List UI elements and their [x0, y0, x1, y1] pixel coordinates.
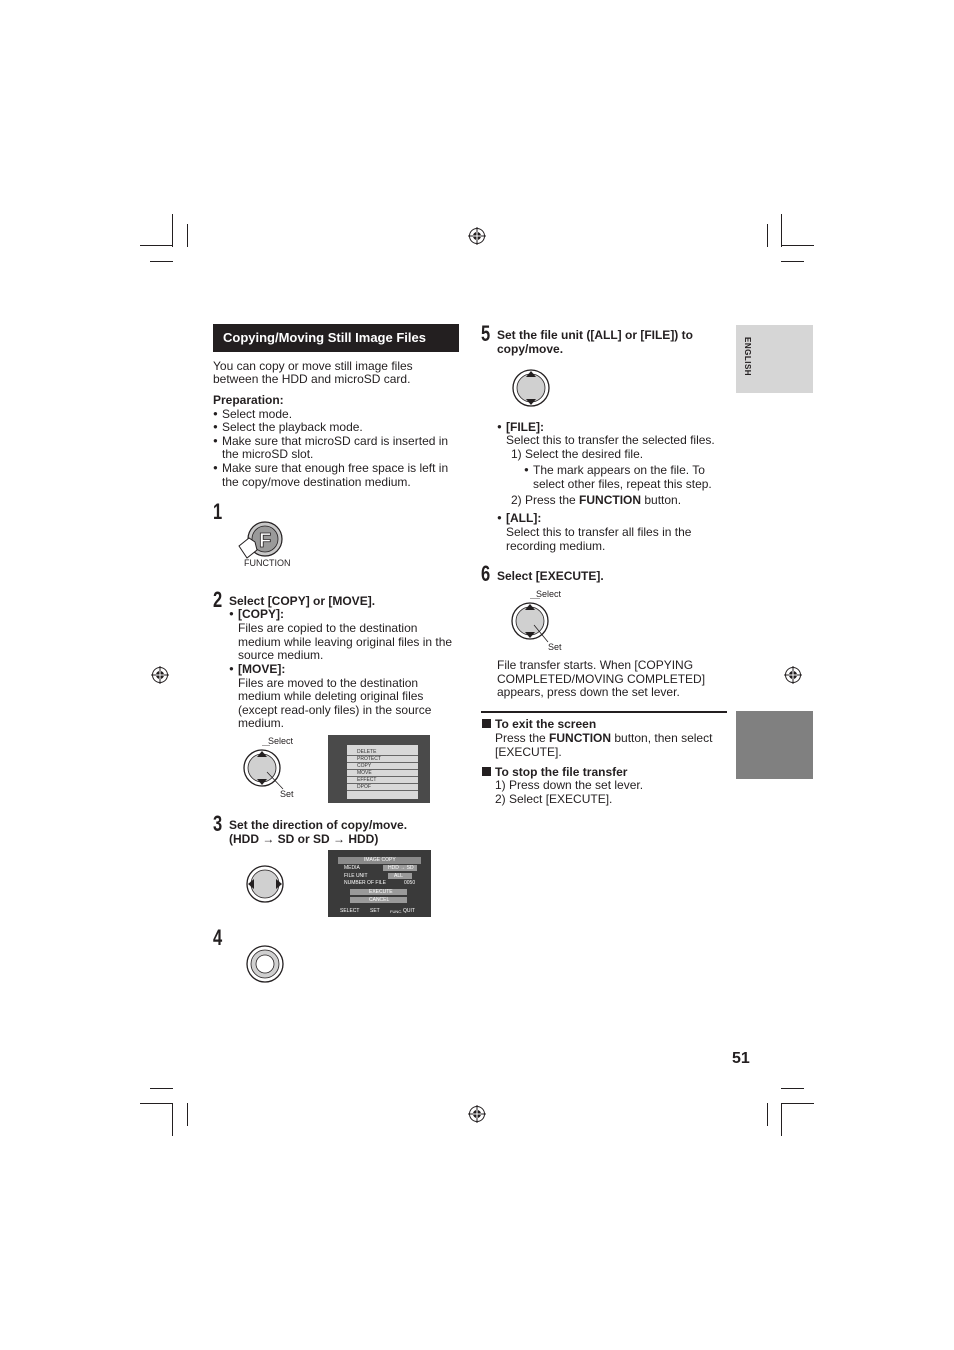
side-tab-chapter: [736, 711, 813, 779]
function-label: FUNCTION: [244, 558, 291, 568]
function-bold: FUNCTION: [549, 731, 612, 745]
notes-divider: [481, 711, 727, 713]
step-number: 3: [213, 811, 223, 836]
set-lever-press-icon: [245, 944, 285, 984]
set-lever-icon: [510, 598, 570, 648]
menu-item: MOVE: [347, 770, 418, 777]
option-label: ● [MOVE]:: [238, 662, 285, 676]
crop-mark: [187, 1103, 188, 1126]
crop-mark: [172, 214, 173, 247]
set-label: Set: [548, 642, 562, 652]
preparation-item-cont: the microSD slot.: [222, 447, 314, 461]
intro-line: between the HDD and microSD card.: [213, 372, 411, 386]
crop-mark: [150, 1088, 173, 1089]
footer-set: SET: [370, 908, 380, 914]
menu-item: DPOF: [347, 784, 418, 791]
menu-item: DELETE: [347, 749, 418, 756]
registration-mark-icon: [468, 1105, 486, 1123]
side-tab-label: ENGLISH: [743, 337, 752, 377]
crop-mark: [767, 1103, 768, 1126]
execute-option: EXECUTE: [369, 889, 393, 895]
text-fragment: 2) Press the: [511, 493, 580, 507]
crop-mark: [140, 1103, 173, 1104]
option-label: ● [ALL]:: [506, 511, 541, 525]
registration-mark-icon: [468, 227, 486, 245]
option-text: (except read-only files) in the source: [238, 703, 432, 717]
option-text: Select this to transfer the selected files.: [506, 433, 715, 447]
preparation-item: ● Make sure that enough free space is left in: [222, 461, 448, 475]
menu-screen: [328, 735, 430, 803]
media-label: MEDIA: [344, 865, 360, 871]
option-text: ● The mark appears on the file. To: [533, 463, 705, 477]
crop-mark: [781, 1088, 804, 1089]
number-of-file-value: 0050: [404, 880, 416, 886]
step-title: copy/move.: [497, 342, 564, 356]
result-text: File transfer starts. When [COPYING: [497, 658, 694, 672]
step-number: 2: [213, 587, 223, 612]
set-lever-icon: [243, 745, 303, 795]
step-number: 5: [481, 321, 491, 346]
option-text: recording medium.: [506, 539, 606, 553]
crop-mark: [150, 261, 173, 262]
text-fragment: Press the: [495, 731, 550, 745]
registration-mark-icon: [784, 666, 802, 684]
footer-quit: QUIT: [403, 908, 415, 914]
step-title: Set the file unit ([ALL] or [FILE]) to: [497, 328, 693, 342]
option-text: medium while deleting original files: [238, 689, 424, 703]
crop-mark: [172, 1103, 173, 1136]
crop-mark: [781, 1103, 814, 1104]
step-title: Select [COPY] or [MOVE].: [229, 594, 376, 608]
menu-item: PROTECT: [347, 756, 418, 763]
note-text: 1) Press down the set lever.: [495, 778, 644, 792]
option-text: Select this to transfer all files in the: [506, 525, 692, 539]
footer-func: FUNC.: [390, 909, 403, 914]
select-label: Select: [268, 736, 294, 746]
preparation-item: ● Select the playback mode.: [222, 420, 363, 434]
cancel-option: CANCEL: [369, 897, 390, 903]
option-text: 1) Select the desired file.: [511, 447, 644, 461]
crop-mark: [781, 261, 804, 262]
option-text: Files are moved to the destination: [238, 676, 419, 690]
side-tab-english: [736, 325, 813, 393]
option-text: Files are copied to the destination: [238, 621, 418, 635]
step-title: Select [EXECUTE].: [497, 569, 604, 583]
crop-mark: [781, 1103, 782, 1136]
footer-select: SELECT: [340, 908, 360, 914]
step-number: 1: [213, 499, 223, 524]
preparation-item: ● Make sure that microSD card is inserted in: [222, 434, 448, 448]
step-number: 6: [481, 561, 491, 586]
number-of-file-label: NUMBER OF FILE: [344, 880, 386, 886]
set-lever-left-right-icon: [245, 864, 285, 904]
step-title: Set the direction of copy/move.: [229, 818, 408, 832]
registration-mark-icon: [151, 666, 169, 684]
option-text: medium.: [238, 716, 285, 730]
function-button-icon: [237, 518, 287, 560]
preparation-item-cont: the copy/move destination medium.: [222, 475, 411, 489]
crop-mark: [187, 224, 188, 247]
crop-mark: [140, 245, 173, 246]
text-fragment: button, then select: [611, 731, 713, 745]
option-text: select other files, repeat this step.: [533, 477, 712, 491]
file-unit-label: FILE UNIT: [344, 873, 368, 879]
square-bullet-icon: [482, 767, 491, 776]
page-number: 51: [732, 1050, 750, 1067]
media-value: HDD → SD: [388, 865, 414, 871]
function-bold: FUNCTION: [579, 493, 642, 507]
svg-text:F: F: [259, 530, 272, 552]
note-text: [495, 731, 712, 745]
preparation-heading: Preparation:: [213, 393, 284, 407]
result-text: appears, press down the set lever.: [497, 685, 680, 699]
screen-title: IMAGE COPY: [364, 857, 396, 863]
option-text: source medium.: [238, 648, 324, 662]
crop-mark: [781, 214, 782, 247]
note-heading: To stop the file transfer: [495, 765, 628, 779]
note-heading: To exit the screen: [495, 717, 597, 731]
image-copy-screen: [328, 850, 431, 917]
result-text: COMPLETED/MOVING COMPLETED]: [497, 672, 706, 686]
menu-item: EFFECT: [347, 777, 418, 784]
square-bullet-icon: [482, 719, 491, 728]
note-text: [EXECUTE].: [495, 745, 562, 759]
function-menu: [347, 745, 418, 799]
crop-mark: [767, 224, 768, 247]
preparation-item: ● Select mode.: [222, 407, 292, 421]
option-label: ● [FILE]:: [506, 420, 544, 434]
crop-mark: [781, 245, 814, 246]
step-title: (HDD → SD or SD → HDD): [229, 832, 379, 846]
option-text: [511, 493, 681, 507]
set-lever-up-down-icon: [511, 368, 551, 408]
file-unit-value: ALL: [394, 873, 403, 879]
set-label: Set: [280, 789, 294, 799]
option-label: ● [COPY]:: [238, 607, 284, 621]
section-title: Copying/Moving Still Image Files: [213, 324, 459, 352]
text-fragment: button.: [641, 493, 682, 507]
menu-item: COPY: [347, 763, 418, 770]
step-number: 4: [213, 925, 223, 950]
option-text: medium while leaving original files in the: [238, 635, 453, 649]
select-label: Select: [536, 589, 562, 599]
intro-line: You can copy or move still image files: [213, 359, 413, 373]
note-text: 2) Select [EXECUTE].: [495, 792, 613, 806]
